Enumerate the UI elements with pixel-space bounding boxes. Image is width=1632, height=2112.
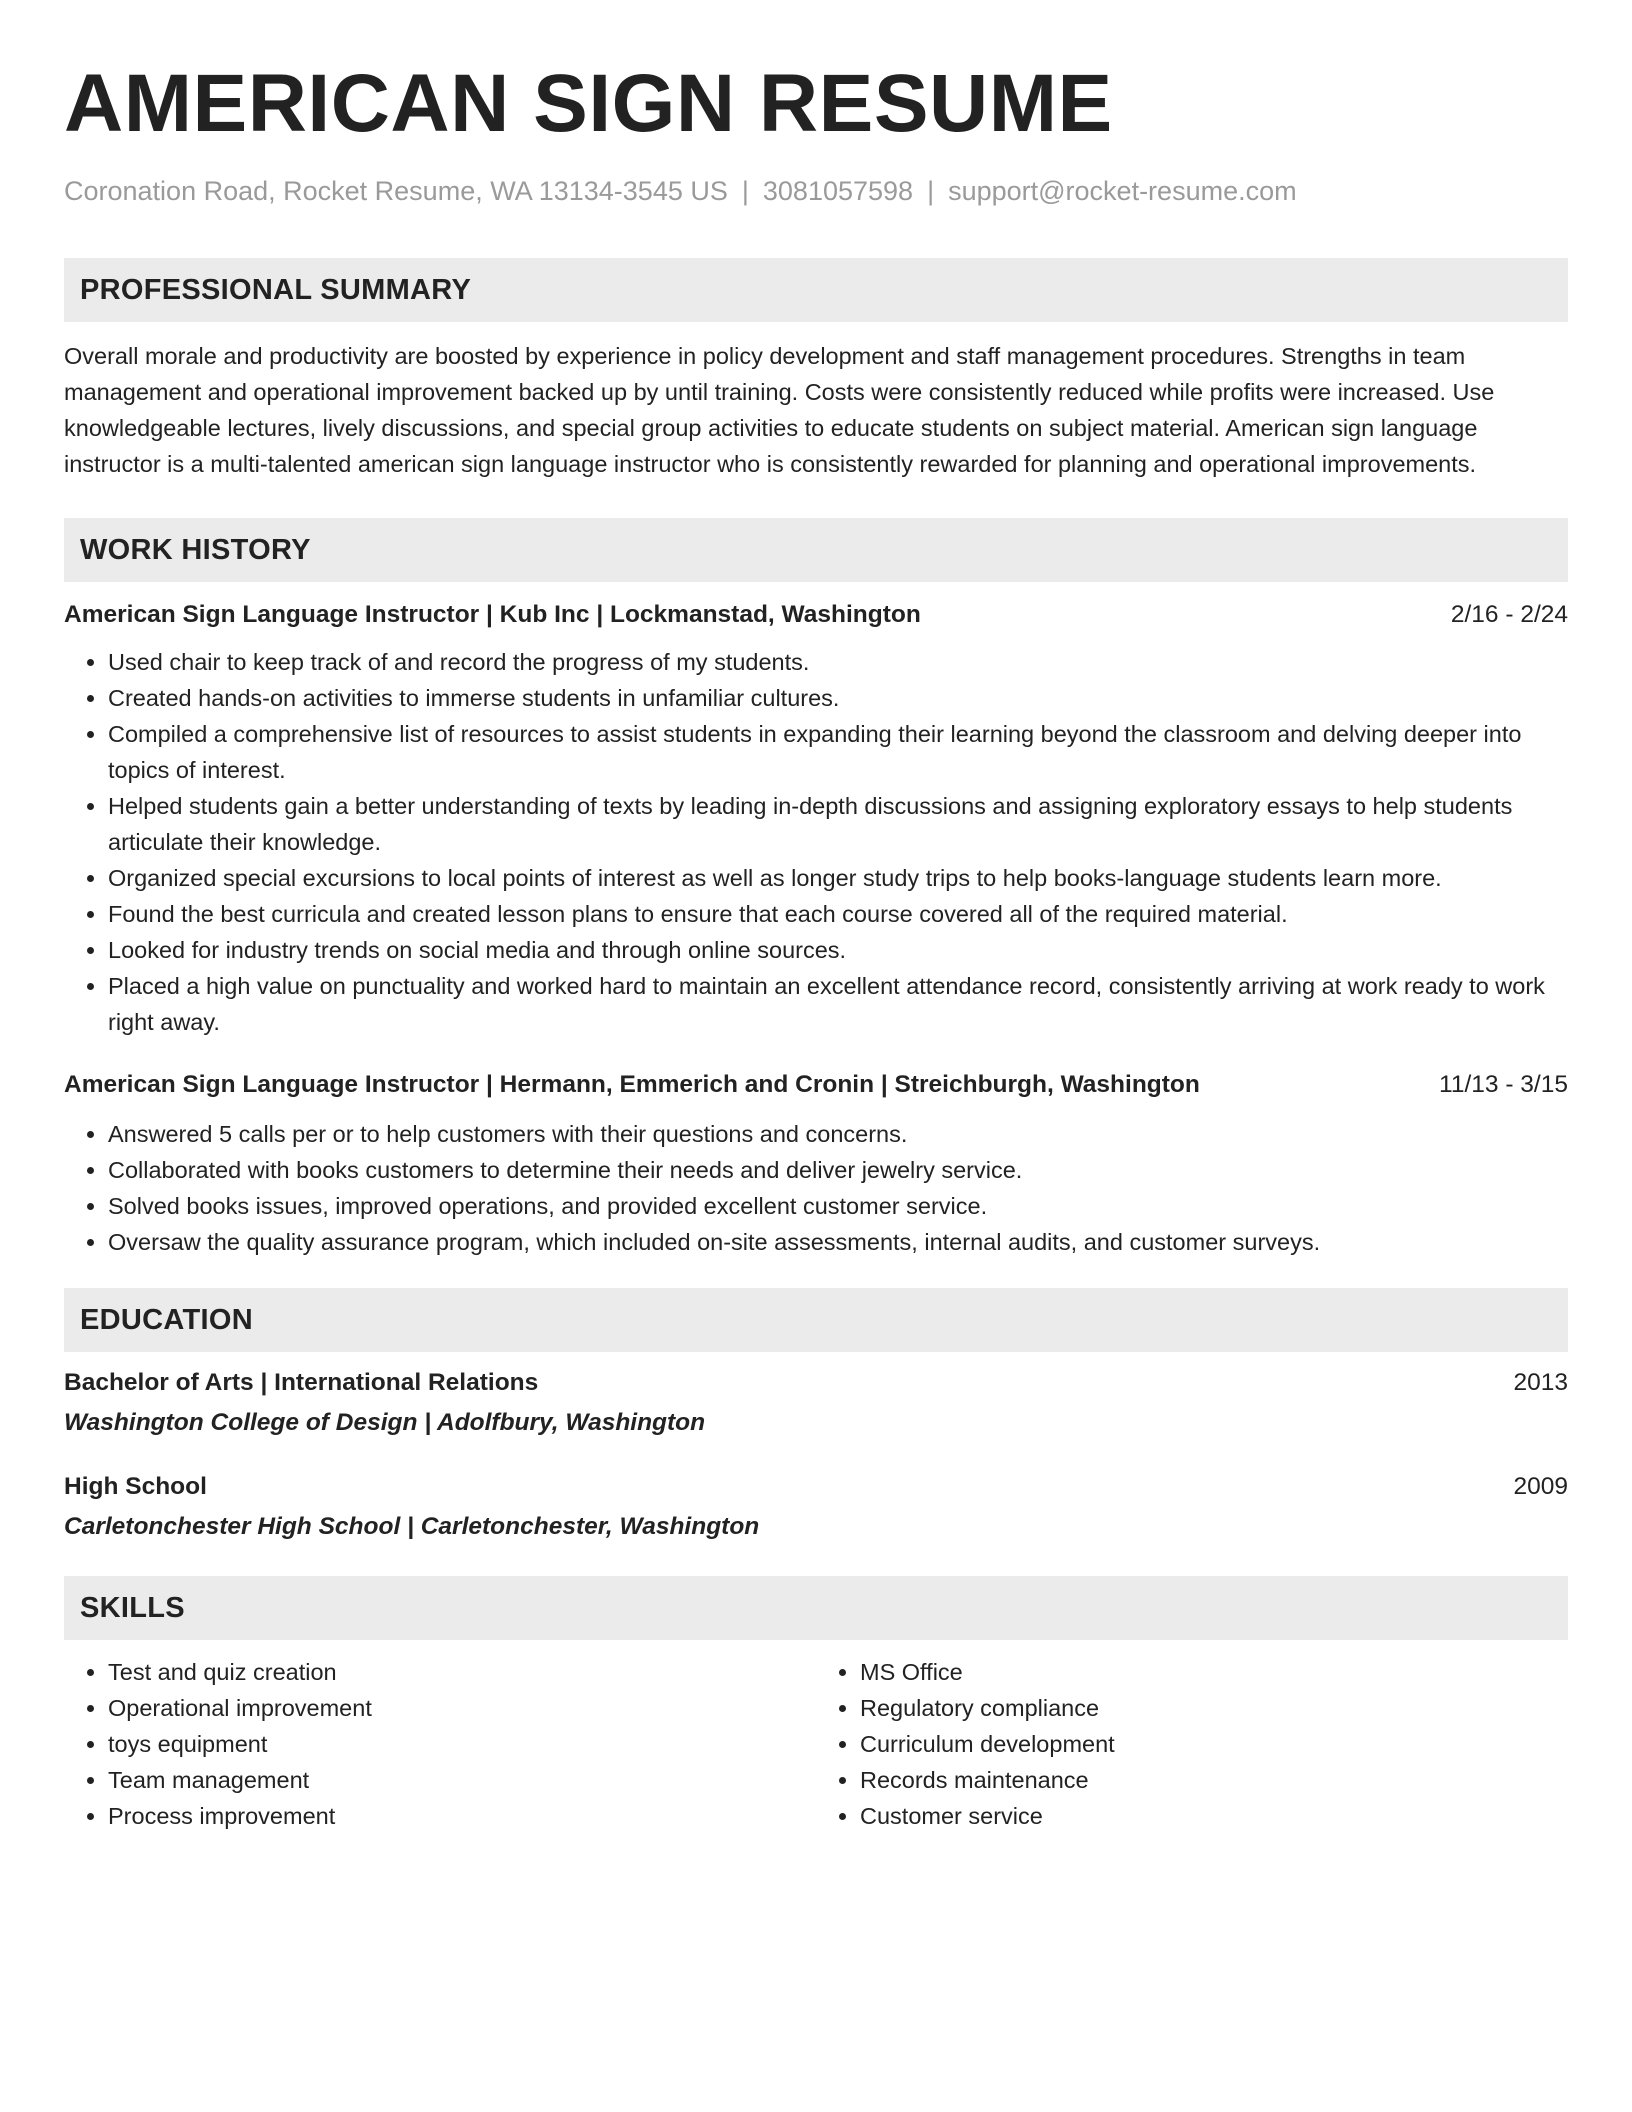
education-row [64, 1366, 1568, 1400]
skill-item: • toys equipment [108, 1726, 816, 1762]
education-year: 2013 [1513, 1369, 1568, 1396]
summary-text: Overall morale and productivity are boosted by experience in policy development and staff management procedures. Strengths in team management and operational improvement backed up by until training. Costs were consistently reduced while profits were increased. Use knowledgeable lectures, lively discussions, and special group activities to educate students on subject material. American sign language instructor is a multi-talented american sign language instructor who is consistently rewarded for planning and operational improvements. [64, 343, 1495, 477]
job-bullet: • Solved books issues, improved operations, and provided excellent customer service. [108, 1188, 1568, 1224]
resume-name: AMERICAN SIGN RESUME [64, 58, 1113, 149]
job-bullet: • Answered 5 calls per or to help customers with their questions and concerns. [108, 1116, 1568, 1152]
education-entry [64, 1470, 1568, 1544]
skills-list [816, 1654, 1568, 1834]
skills-list [64, 1654, 816, 1834]
skill-item: • Records maintenance [860, 1762, 1568, 1798]
contact-separator: | [741, 176, 749, 206]
section-header-skills: SKILLS [64, 1576, 1568, 1640]
skill-item: • Regulatory compliance [860, 1690, 1568, 1726]
job-title-row [64, 598, 1568, 632]
job-bullet: • Compiled a comprehensive list of resources to assist students in expanding their learning beyond the classroom and delving deeper into topics of interest. [108, 716, 1568, 788]
job-bullet: • Collaborated with books customers to determine their needs and deliver jewelry service. [108, 1152, 1568, 1188]
job-entry [64, 1068, 1568, 1260]
section-header-work-history: WORK HISTORY [64, 518, 1568, 582]
contact-separator: | [927, 176, 935, 206]
skill-item: • Operational improvement [108, 1690, 816, 1726]
job-title: American Sign Language Instructor | Kub Inc | Lockmanstad, Washington [64, 601, 921, 628]
skills-column-right [816, 1654, 1568, 1834]
job-bullet: • Organized special excursions to local points of interest as well as longer study trips to help books-language students learn more. [108, 860, 1568, 896]
education-school: Washington College of Design | Adolfbury, Washington [64, 1409, 706, 1436]
job-dates: 11/13 - 3/15 [1439, 1071, 1568, 1098]
job-bullets [64, 1116, 1568, 1260]
education-row [64, 1470, 1568, 1504]
section-header-education: EDUCATION [64, 1288, 1568, 1352]
skill-item: • Curriculum development [860, 1726, 1568, 1762]
skill-item: • Customer service [860, 1798, 1568, 1834]
education-degree: Bachelor of Arts | International Relations [64, 1369, 539, 1396]
education-entry [64, 1366, 1568, 1440]
section-header-summary: PROFESSIONAL SUMMARY [64, 258, 1568, 322]
job-title-row [64, 1068, 1568, 1102]
job-bullet: • Used chair to keep track of and record the progress of my students. [108, 644, 1568, 680]
skill-item: • Test and quiz creation [108, 1654, 816, 1690]
job-bullet: • Looked for industry trends on social media and through online sources. [108, 932, 1568, 968]
job-title: American Sign Language Instructor | Hermann, Emmerich and Cronin | Streichburgh, Washington [64, 1071, 1200, 1098]
job-bullet: • Oversaw the quality assurance program, which included on-site assessments, internal audits, and customer surveys. [108, 1224, 1568, 1260]
job-bullets [64, 644, 1568, 1040]
contact-address: Coronation Road, Rocket Resume, WA 13134-3545 US [64, 176, 728, 206]
skills-grid [64, 1654, 1568, 1834]
education-school: Carletonchester High School | Carletonchester, Washington [64, 1513, 760, 1540]
job-dates: 2/16 - 2/24 [1450, 601, 1568, 628]
skill-item: • Team management [108, 1762, 816, 1798]
job-bullet: • Created hands-on activities to immerse students in unfamiliar cultures. [108, 680, 1568, 716]
contact-email: support@rocket-resume.com [948, 176, 1297, 206]
job-bullet: • Found the best curricula and created lesson plans to ensure that each course covered all of the required material. [108, 896, 1568, 932]
job-bullet: • Helped students gain a better understanding of texts by leading in-depth discussions and assigning exploratory essays to help students articulate their knowledge. [108, 788, 1568, 860]
contact-line [64, 174, 1568, 208]
education-year: 2009 [1513, 1473, 1568, 1500]
job-bullet: • Placed a high value on punctuality and worked hard to maintain an excellent attendance record, consistently arriving at work ready to work right away. [108, 968, 1568, 1040]
skill-item: • Process improvement [108, 1798, 816, 1834]
skills-column-left [64, 1654, 816, 1834]
job-entry [64, 598, 1568, 1040]
education-degree: High School [64, 1473, 207, 1500]
contact-phone: 3081057598 [762, 176, 914, 206]
skill-item: • MS Office [860, 1654, 1568, 1690]
